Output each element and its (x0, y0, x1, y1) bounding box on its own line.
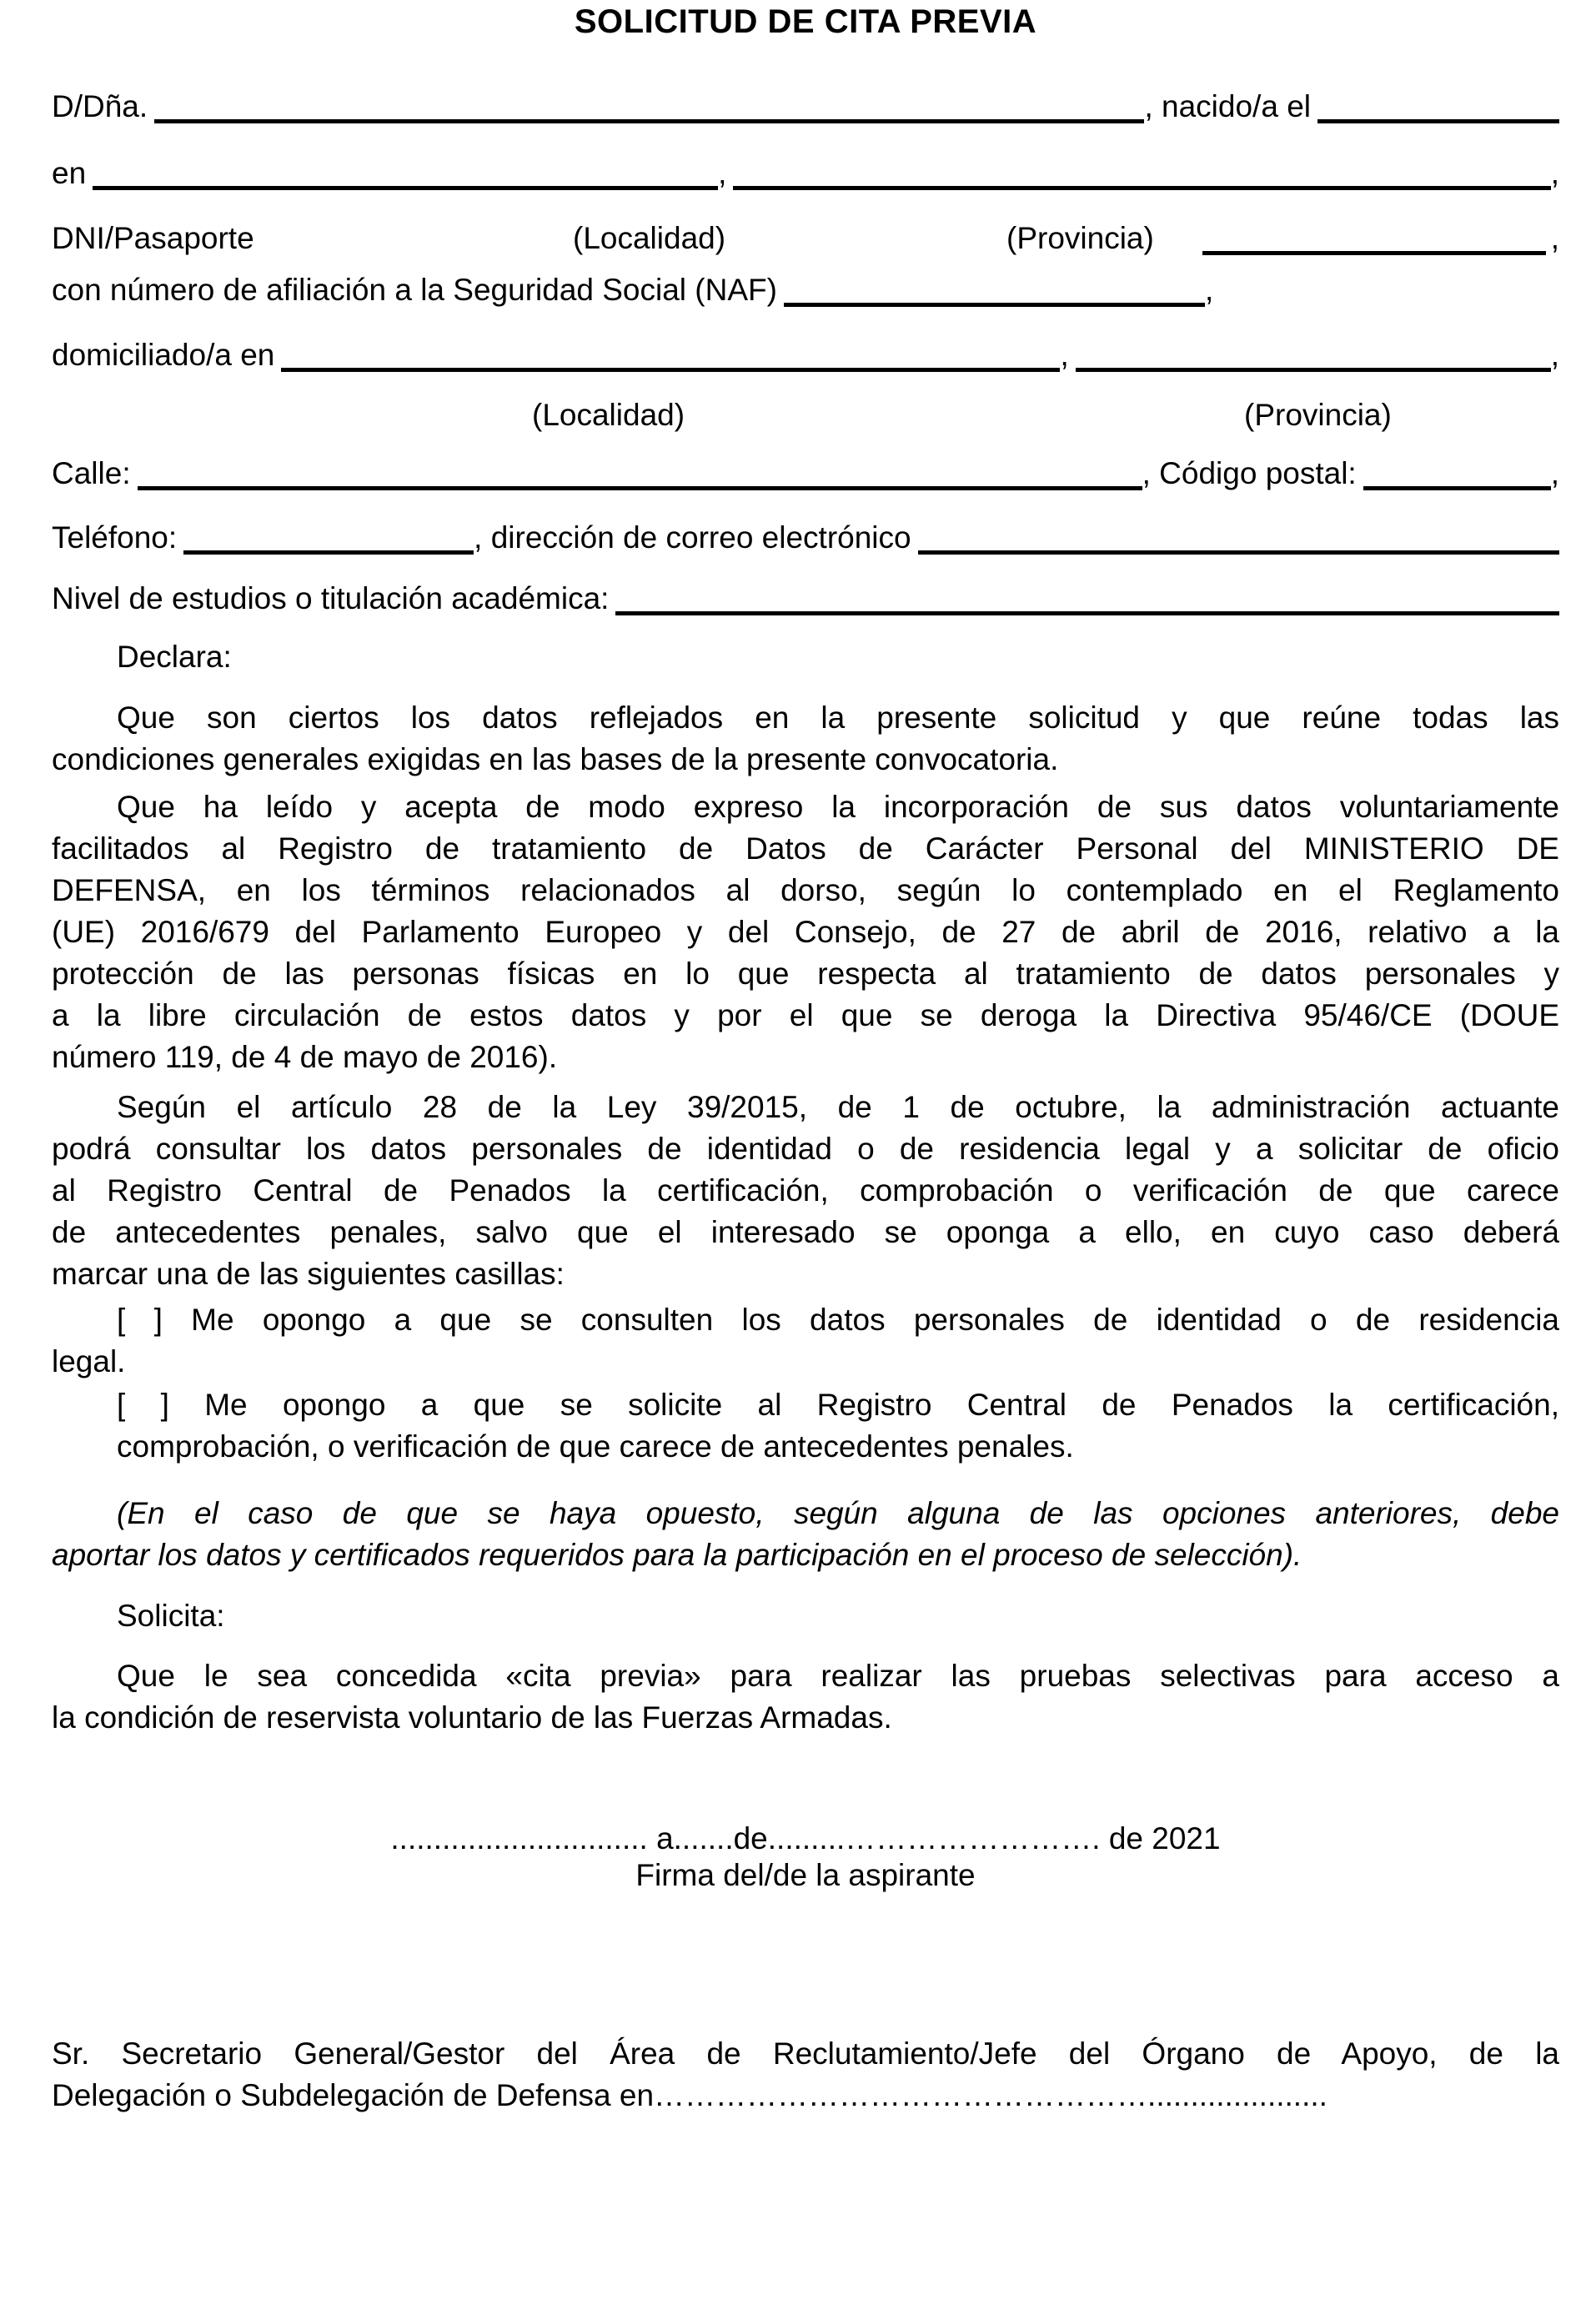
field-dni-pasaporte-line[interactable] (1202, 251, 1546, 255)
form-row-naf (52, 267, 1559, 309)
form-row-birthplace (52, 150, 1559, 192)
caption-localidad: (Localidad) (532, 398, 685, 432)
comma-separator: , (1204, 273, 1214, 307)
field-street-line[interactable] (138, 486, 1142, 490)
comma-separator: , (1550, 456, 1559, 490)
option-oppose-identity (52, 1299, 1559, 1383)
para-request (52, 1655, 1559, 1739)
field-fullname-line[interactable] (154, 119, 1144, 123)
form-row-name-birthdate (52, 83, 1559, 125)
field-naf-line[interactable] (784, 303, 1205, 307)
paragraph-line: comprobación, o verificación de que carece de antecedentes penales. (117, 1429, 1074, 1464)
label-telefono: Teléfono: (52, 520, 178, 555)
paragraph-line: DEFENSA, en los términos relacionados al dorso, según lo contemplado en el Reglamento (52, 873, 1559, 907)
checkbox-label: Me opongo a que se consulten los datos personales de identidad o de residencia (191, 1303, 1560, 1337)
page-title: SOLICITUD DE CITA PREVIA (574, 3, 1037, 40)
paragraph-line (117, 1384, 1559, 1426)
para-penal-record (52, 1087, 1559, 1295)
caption-provincia: (Provincia) (1006, 221, 1154, 255)
para-data-protection (52, 786, 1559, 1078)
label-naf: con número de afiliación a la Seguridad Social (NAF) (52, 273, 777, 307)
paragraph-line: protección de las personas físicas en lo que respecta al tratamiento de datos personales y (52, 957, 1559, 991)
paragraph-line: Según el artículo 28 de la Ley 39/2015, de 1 de octubre, la administración actuante (117, 1090, 1559, 1124)
form-row-residence (52, 332, 1559, 374)
comma-separator: , (718, 156, 727, 190)
paragraph-line: Que le sea concedida «cita previa» para realizar las pruebas selectivas para acceso a (117, 1659, 1559, 1693)
date-line: .............................. a.......de.........……………………. de 2021 (390, 1821, 1221, 1856)
request-heading-block (52, 1595, 1559, 1637)
field-email-line[interactable] (918, 550, 1559, 555)
label-nivel-estudios: Nivel de estudios o titulación académica: (52, 581, 610, 615)
field-birthplace-locality-line[interactable] (93, 186, 718, 190)
label-nacido: , nacido/a el (1144, 89, 1311, 123)
option-oppose-penal-record (52, 1384, 1559, 1468)
form-row-education (52, 575, 1559, 617)
label-dni-pasaporte: DNI/Pasaporte (52, 221, 254, 255)
declaration-heading-block (52, 636, 1559, 678)
label-d-dna: D/Dña. (52, 89, 148, 123)
label-correo: , dirección de correo electrónico (474, 520, 911, 555)
field-postal-code-line[interactable] (1363, 486, 1551, 490)
field-residence-locality-line[interactable] (281, 368, 1060, 372)
paragraph-line: al Registro Central de Penados la certificación, comprobación o verificación de que carece (52, 1173, 1559, 1208)
comma-separator: , (1550, 221, 1559, 255)
solicita-heading: Solicita: (117, 1599, 225, 1633)
comma-separator: , (1060, 338, 1069, 372)
form-row-street (52, 450, 1559, 492)
paragraph-line: la condición de reservista voluntario de las Fuerzas Armadas. (52, 1700, 892, 1735)
form-row-captions (52, 392, 1559, 434)
caption-provincia: (Provincia) (1244, 398, 1392, 432)
signature-block (52, 1855, 1559, 1896)
footer-line: Delegación o Subdelegación de Defensa en…………………………………………..................... (52, 2078, 1327, 2112)
signature-caption: Firma del/de la aspirante (635, 1858, 976, 1892)
comma-separator: , (1550, 156, 1559, 190)
paragraph-line: aportar los datos y certificados requeridos para la participación en el proceso de selección). (52, 1538, 1302, 1572)
field-phone-line[interactable] (183, 550, 474, 555)
footer-line: Sr. Secretario General/Gestor del Área de Reclutamiento/Jefe del Órgano de Apoyo, de la (52, 2036, 1559, 2071)
declara-heading: Declara: (117, 640, 232, 674)
paragraph-line: condiciones generales exigidas en las bases de la presente convocatoria. (52, 742, 1059, 776)
field-birthplace-province-line[interactable] (733, 186, 1550, 190)
paragraph-line: Que son ciertos los datos reflejados en la presente solicitud y que reúne todas las (117, 701, 1559, 735)
paragraph-line: facilitados al Registro de tratamiento de Datos de Carácter Personal del MINISTERIO DE (52, 831, 1559, 866)
checkbox-oppose-penal-record[interactable]: [ ] (117, 1388, 169, 1422)
field-residence-province-line[interactable] (1076, 368, 1551, 372)
paragraph-line: (UE) 2016/679 del Parlamento Europeo y del Consejo, de 27 de abril de 2016, relativo a la (52, 915, 1559, 949)
paragraph-line: podrá consultar los datos personales de identidad o de residencia legal y a solicitar de oficio (52, 1132, 1559, 1166)
paragraph-line: marcar una de las siguientes casillas: (52, 1257, 565, 1291)
comma-separator: , (1550, 338, 1559, 372)
form-row-phone-email (52, 515, 1559, 556)
checkbox-label: Me opongo a que se solicite al Registro Central de Penados la certificación, (204, 1388, 1559, 1422)
paragraph-line: Que ha leído y acepta de modo expreso la incorporación de sus datos voluntariamente (117, 790, 1559, 824)
caption-localidad: (Localidad) (573, 221, 726, 255)
label-codigo-postal: , Código postal: (1142, 456, 1357, 490)
label-calle: Calle: (52, 456, 131, 490)
date-block (52, 1818, 1559, 1860)
para-data-certain (52, 697, 1559, 781)
paragraph-line: número 119, de 4 de mayo de 2016). (52, 1040, 558, 1074)
paragraph-line: de antecedentes penales, salvo que el interesado se oponga a ello, en cuyo caso deberá (52, 1215, 1559, 1249)
checkbox-oppose-identity[interactable]: [ ] (117, 1303, 163, 1337)
paragraph-line: legal. (52, 1344, 126, 1378)
form-row-dni (52, 215, 1559, 257)
label-domiciliado: domiciliado/a en (52, 338, 275, 372)
paragraph-line: a la libre circulación de estos datos y por el que se deroga la Directiva 95/46/CE (DOUE (52, 998, 1559, 1032)
paragraph-line (52, 1299, 1559, 1341)
footer-addressee (52, 2033, 1559, 2117)
field-education-line[interactable] (615, 611, 1559, 615)
label-en: en (52, 156, 87, 190)
field-birthdate-line[interactable] (1317, 119, 1559, 123)
paragraph-line: (En el caso de que se haya opuesto, según alguna de las opciones anteriores, debe (117, 1496, 1559, 1530)
note-opposition (52, 1493, 1559, 1576)
